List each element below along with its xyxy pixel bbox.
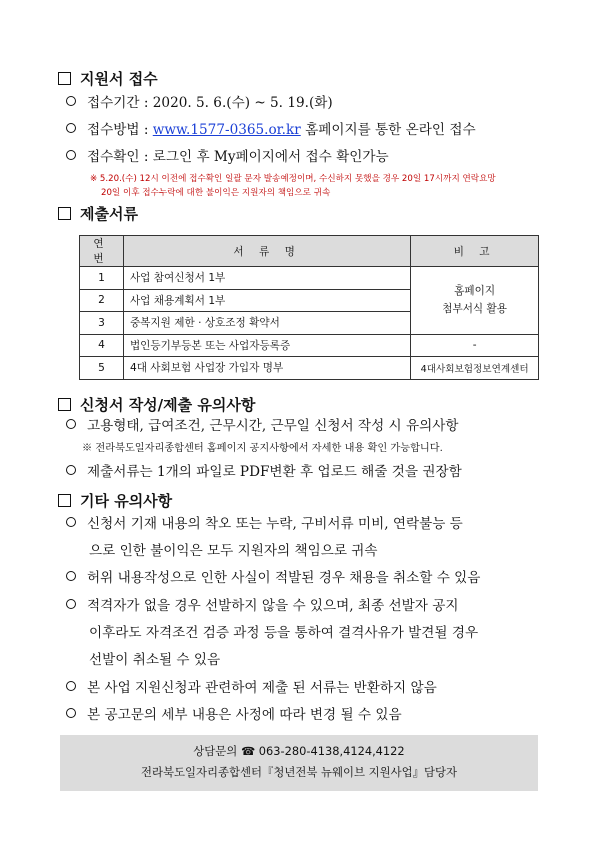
section-heading-cautions xyxy=(58,394,255,415)
section-title: 신청서 작성/제출 유의사항 xyxy=(80,396,256,414)
circle-bullet-icon xyxy=(66,465,76,475)
column-header: 서 류 명 xyxy=(123,236,410,267)
item-continuation: 으로 인한 불이익은 모두 지원자의 책임으로 귀속 xyxy=(89,543,378,559)
item-continuation: 이후라도 자격조건 검증 과정 등을 통하여 결격사유가 발견될 경우 xyxy=(89,625,479,641)
item-text: 접수확인 : 로그인 후 My페이지에서 접수 확인가능 xyxy=(87,149,389,165)
list-item xyxy=(66,705,402,725)
list-item xyxy=(66,678,437,698)
circle-bullet-icon xyxy=(66,681,76,691)
document-name: 중복지원 제한 · 상호조정 확약서 xyxy=(123,312,410,335)
section-title: 지원서 접수 xyxy=(80,70,158,88)
list-item-method xyxy=(66,120,476,140)
notice-line: ※ 5.20.(수) 12시 이전에 접수확인 일괄 문자 발송예정이며, 수신하지 못했을 경우 20일 17시까지 연락요망 xyxy=(90,174,496,184)
note-line: 홈페이지 xyxy=(454,285,496,298)
list-item-period xyxy=(66,93,333,113)
circle-bullet-icon xyxy=(66,150,76,160)
contact-phone: 063-280-4138,4124,4122 xyxy=(258,744,405,758)
item-text: 신청서 기재 내용의 착오 또는 누락, 구비서류 미비, 연락불능 등 xyxy=(87,516,463,532)
phone-icon: ☎ xyxy=(240,744,256,758)
item-text: 제출서류는 1개의 파일로 PDF변환 후 업로드 해줄 것을 권장함 xyxy=(87,464,462,480)
circle-bullet-icon xyxy=(66,123,76,133)
item-label: 접수기간 : xyxy=(87,95,149,111)
item-value: 홈페이지를 통한 온라인 접수 xyxy=(305,122,476,138)
notice-line: ※ 전라북도일자리종합센터 홈페이지 공지사항에서 자세한 내용 확인 가능합니다. xyxy=(82,443,443,454)
item-text: 본 사업 지원신청과 관련하여 제출 된 서류는 반환하지 않음 xyxy=(87,680,437,696)
row-number: 1 xyxy=(80,267,124,290)
section-heading-documents xyxy=(58,203,138,224)
section-title: 제출서류 xyxy=(80,205,138,223)
checkbox-square-icon xyxy=(58,72,71,85)
list-item xyxy=(66,416,459,436)
circle-bullet-icon xyxy=(66,517,76,527)
item-text: 고용형태, 급여조건, 근무시간, 근무일 신청서 작성 시 유의사항 xyxy=(87,418,459,434)
column-header: 비 고 xyxy=(411,236,539,267)
list-item xyxy=(66,514,463,534)
circle-bullet-icon xyxy=(66,708,76,718)
document-name: 사업 채용계획서 1부 xyxy=(123,289,410,312)
circle-bullet-icon xyxy=(66,96,76,106)
table-header-row xyxy=(80,236,539,267)
item-text: 허위 내용작성으로 인한 사실이 적발된 경우 채용을 취소할 수 있음 xyxy=(87,570,481,586)
circle-bullet-icon xyxy=(66,571,76,581)
note-cell: 4대사회보험정보연계센터 xyxy=(411,357,539,380)
list-item xyxy=(66,462,462,482)
table-row xyxy=(80,357,539,380)
contact-department: 전라북도일자리종합센터『청년전북 뉴웨이브 지원사업』담당자 xyxy=(140,765,458,779)
circle-bullet-icon xyxy=(66,419,76,429)
column-header: 연 번 xyxy=(80,236,124,267)
homepage-link[interactable]: www.1577-0365.or.kr xyxy=(152,122,301,138)
table-row xyxy=(80,267,539,290)
checkbox-square-icon xyxy=(58,494,71,507)
table-row xyxy=(80,334,539,357)
document-name: 사업 참여신청서 1부 xyxy=(123,267,410,290)
contact-box xyxy=(60,735,538,791)
checkbox-square-icon xyxy=(58,207,71,220)
note-line: 첨부서식 활용 xyxy=(442,303,508,316)
row-number: 5 xyxy=(80,357,124,380)
circle-bullet-icon xyxy=(66,599,76,609)
document-name: 법인등기부등본 또는 사업자등록증 xyxy=(123,334,410,357)
item-text: 본 공고문의 세부 내용은 사정에 따라 변경 될 수 있음 xyxy=(87,707,402,723)
item-continuation: 선발이 취소될 수 있음 xyxy=(89,652,221,668)
row-number: 2 xyxy=(80,289,124,312)
merged-note-cell xyxy=(411,267,539,335)
checkbox-square-icon xyxy=(58,398,71,411)
item-label: 접수방법 : xyxy=(87,122,149,138)
note-cell: - xyxy=(411,334,539,357)
row-number: 3 xyxy=(80,312,124,335)
list-item xyxy=(66,568,480,588)
row-number: 4 xyxy=(80,334,124,357)
section-title: 기타 유의사항 xyxy=(80,492,173,510)
contact-label: 상담문의 xyxy=(193,744,238,758)
section-heading-application xyxy=(58,68,158,89)
document-name: 4대 사회보험 사업장 가입자 명부 xyxy=(123,357,410,380)
item-text: 적격자가 없을 경우 선발하지 않을 수 있으며, 최종 선발자 공지 xyxy=(87,598,459,614)
list-item-confirm xyxy=(66,147,389,167)
list-item xyxy=(66,596,459,616)
item-value: 2020. 5. 6.(수) ~ 5. 19.(화) xyxy=(152,95,333,111)
contact-line xyxy=(60,741,538,762)
documents-table xyxy=(79,235,539,380)
notice-line: 20일 이후 접수누락에 대한 불이익은 지원자의 책임으로 귀속 xyxy=(101,188,331,198)
section-heading-other xyxy=(58,490,172,511)
